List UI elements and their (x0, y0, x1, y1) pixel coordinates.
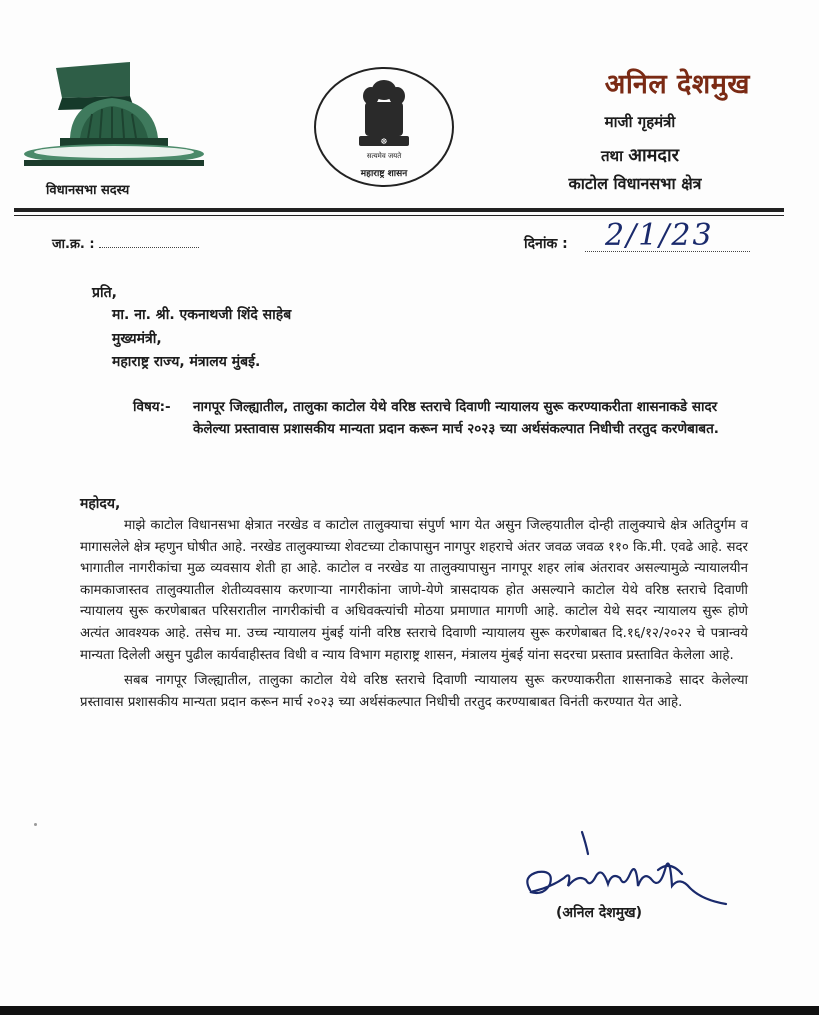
date-label: दिनांक : (524, 236, 568, 252)
salutation: महोदय, (80, 496, 121, 512)
addressee-location: महाराष्ट्र राज्य, मंत्रालय मुंबई. (112, 354, 261, 370)
header-divider-thick (14, 208, 784, 212)
header-divider-thin (14, 215, 784, 216)
sender-name: अनिल देशमुख (604, 69, 750, 100)
designation-prefix: तथा (600, 147, 624, 165)
handwritten-date: 2/1/23 (605, 218, 714, 253)
scan-bottom-edge (0, 1006, 819, 1015)
designation-main: आमदार (628, 145, 679, 166)
addressee-name: मा. ना. श्री. एकनाथजी शिंदे साहेब (112, 307, 292, 323)
designation-mla (560, 143, 720, 167)
reference-blank (99, 247, 199, 248)
handwritten-signature (520, 830, 730, 910)
designation-former-home-minister: माजी गृहमंत्री (604, 113, 676, 131)
body-paragraph-2: सबब नागपूर जिल्ह्यातील, तालुका काटोल येथे वरिष्ठ स्तराचे दिवाणी न्यायालय सुरू करण्याकरीता शासनाकडे सादर केलेल्या प्रस्तावास प्रशासकीय मान्यता प्रदान करून मार्च २०२३ च्या अर्थसंकल्पात निधीची तरतुद करण्याबाबत विनंती करण्यात येत आहे. (80, 673, 748, 710)
addressee-prefix: प्रति, (92, 285, 117, 301)
signatory-name: (अनिल देशमुख) (556, 905, 643, 921)
seal-caption: महाराष्ट्र शासन (360, 169, 408, 179)
scan-speck (34, 823, 37, 826)
subject-text: नागपूर जिल्ह्यातील, तालुका काटोल येथे वरिष्ठ स्तराचे दिवाणी न्यायालय सुरू करण्याकरीता शासनाकडे सादर केलेल्या प्रस्तावास प्रशासकीय मान्यता प्रदान करून मार्च २०२३ च्या अर्थसंकल्पात निधीची तरतुद करणेबाबत. (193, 399, 719, 437)
body-paragraph-1: माझे काटोल विधानसभा क्षेत्रात नरखेड व काटोल तालुक्याचा संपुर्ण भाग येत असुन जिल्हयातील दोन्ही तालुक्याचे क्षेत्र अतिदुर्गम व मागासलेले क्षेत्र म्हणुन घोषीत आहे. नरखेड तालुक्याच्या शेवटच्या टोकापासुन नागपुर शहराचे अंतर जवळ जवळ ११० कि.मी. एवढे आहे. सदर भागातील नागरीकांचा मुळ व्यवसाय शेती हा आहे. काटोल व नरखेड या तालुक्यापासुन नागपूर शहर लांब अंतरावर असल्यामुळे न्यायालयीन कामकाजास्तव तालुक्यातील शेतीव्यवसाय करणाऱ्या नागरीकांना जाणे-येणे त्रासदायक होत असल्याने काटोल येथे वरिष्ठ स्तराचे दिवाणी न्यायालय सुरू करणेबाबत परिसरातील नागरीकांची व अधिवक्त्यांची मोठया प्रमाणात मागणी आहे. काटोल येथे सदर न्यायालय सुरू होणे अत्यंत आवश्यक आहे. तसेच मा. उच्च न्यायालय मुंबई यांनी वरिष्ठ स्तराचे दिवाणी न्यायालय सुरू करणेबाबत दि.१६/१२/२०२२ चे पत्रान्वये मान्यता दिलेली असुन पुढील कार्यवाहीस्तव विधी व न्याय विभाग महाराष्ट्र शासन, मंत्रालय मुंबई यांना सदरचा प्रस्ताव प्रस्तावित केलेला आहे. (80, 518, 748, 663)
subject-label: विषय:- (133, 399, 171, 415)
left-emblem-caption: विधानसभा सदस्य (46, 183, 130, 198)
vidhan-bhavan-dome-emblem (22, 62, 208, 174)
ashoka-lion-capital-seal (313, 66, 455, 188)
letter-body (80, 515, 748, 717)
reference-label: जा.क्र. : (52, 237, 95, 252)
constituency: काटोल विधानसभा क्षेत्र (568, 174, 702, 193)
reference-number (52, 234, 199, 252)
addressee-title: मुख्यमंत्री, (112, 331, 162, 347)
subject-block (133, 396, 743, 440)
seal-motto: सत्यमेव जयते (366, 152, 402, 160)
svg-text:☸: ☸ (380, 137, 388, 146)
